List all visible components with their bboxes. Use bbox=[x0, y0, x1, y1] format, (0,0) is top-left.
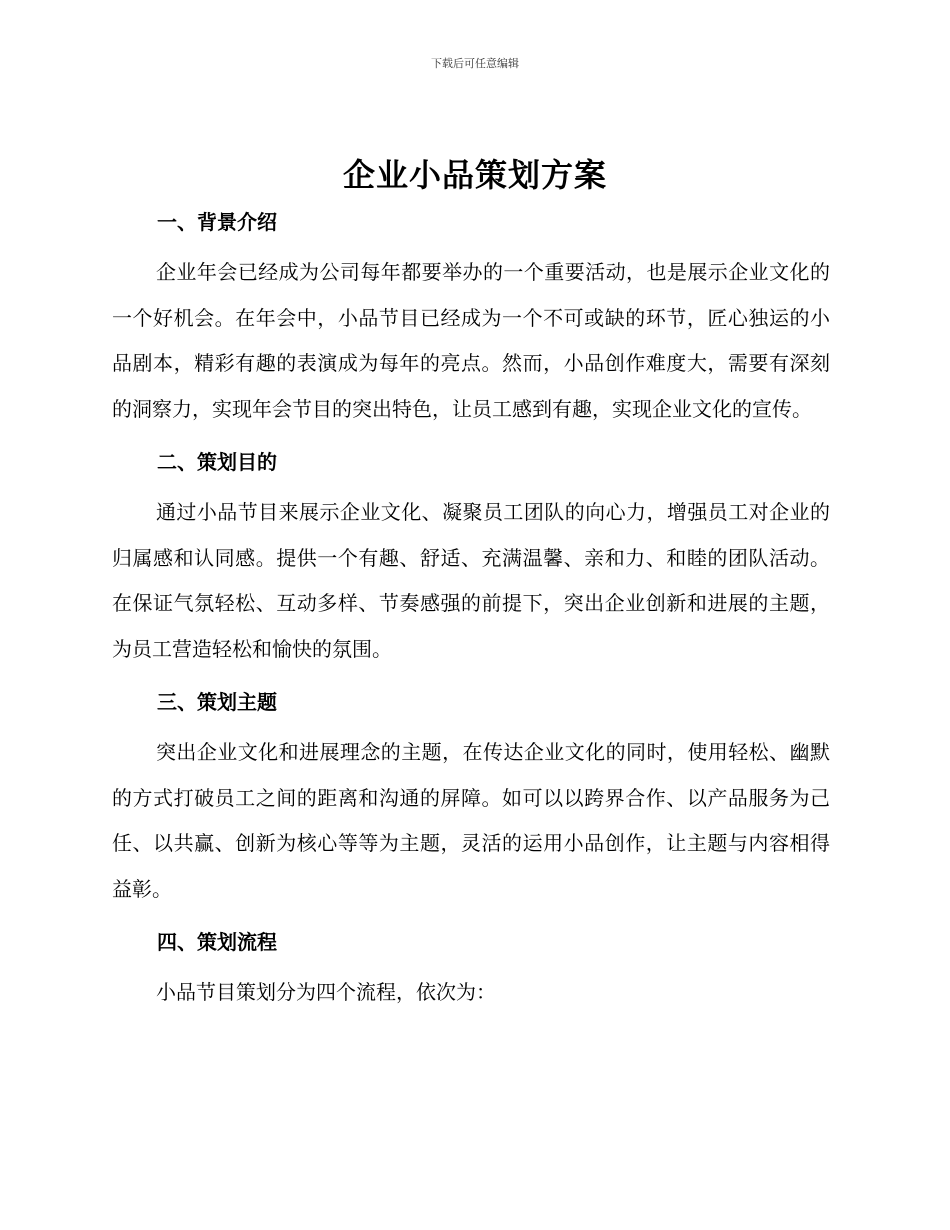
section-purpose bbox=[112, 442, 830, 672]
section-paragraph: 企业年会已经成为公司每年都要举办的一个重要活动，也是展示企业文化的一个好机会。在年会中，小品节目已经成为一个不可或缺的环节，匠心独运的小品剧本，精彩有趣的表演成为每年的亮点。然而，小品创作难度大，需要有深刻的洞察力，实现年会节目的突出特色，让员工感到有趣，实现企业文化的宣传。 bbox=[112, 260, 830, 421]
document-body bbox=[112, 202, 830, 1026]
section-theme bbox=[112, 682, 830, 912]
section-paragraph: 突出企业文化和进展理念的主题，在传达企业文化的同时，使用轻松、幽默的方式打破员工之间的距离和沟通的屏障。如可以以跨界合作、以产品服务为己任、以共赢、创新为核心等等为主题，灵活的运用小品创作，让主题与内容相得益彰。 bbox=[112, 740, 830, 901]
section-paragraph: 小品节目策划分为四个流程，依次为： bbox=[156, 980, 496, 1004]
section-heading: 一、背景介绍 bbox=[157, 210, 277, 234]
section-paragraph: 通过小品节目来展示企业文化、凝聚员工团队的向心力，增强员工对企业的归属感和认同感。提供一个有趣、舒适、充满温馨、亲和力、和睦的团队活动。在保证气氛轻松、互动多样、节奏感强的前提下，突出企业创新和进展的主题，为员工营造轻松和愉快的氛围。 bbox=[112, 500, 830, 661]
header-note: 下载后可任意编辑 bbox=[431, 57, 519, 70]
section-heading: 四、策划流程 bbox=[157, 930, 277, 954]
section-heading: 三、策划主题 bbox=[157, 690, 277, 714]
section-process bbox=[112, 922, 830, 1016]
document-title: 企业小品策划方案 bbox=[342, 156, 607, 194]
section-background bbox=[112, 202, 830, 432]
section-heading: 二、策划目的 bbox=[157, 450, 277, 474]
